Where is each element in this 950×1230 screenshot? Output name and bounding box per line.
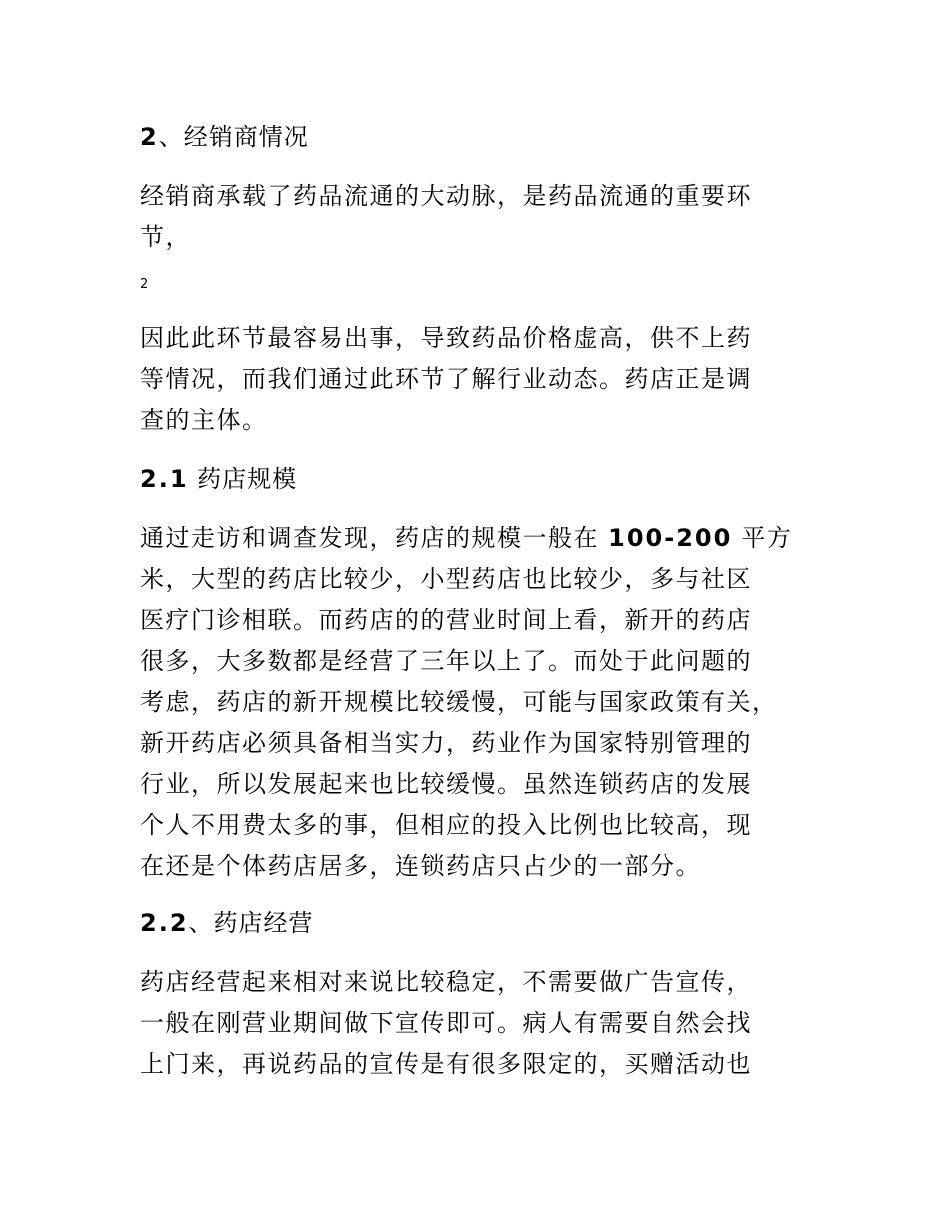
section-title: 、药店经营 [188, 909, 314, 937]
page-number: 2 [140, 277, 149, 292]
paragraph-operation: 药店经营起来相对来说比较稳定，不需要做广告宣传， 一般在刚营业期间做下宣传即可。病人有需要自然会找 上门来，再说药品的宣传是有很多限定的，买赠活动也 [140, 968, 752, 1078]
paragraph-text: 通过走访和调查发现，药店的规模一般在 [140, 524, 609, 552]
section-number: 2.1 [140, 465, 189, 493]
section-heading-scale [140, 459, 820, 500]
section-number: 2.2 [140, 909, 189, 937]
section-title: 药店规模 [188, 465, 298, 493]
section-heading-distributor [140, 117, 820, 158]
section-heading-operation [140, 903, 820, 944]
paragraph-text: 平方 米，大型的药店比较少，小型药店也比较少，多与社区 医疗门诊相联。而药店的的营业时间上看，新开的药店 很多，大多数都是经营了三年以上了。而处于此问题的 考虑，药店的新开规模比较缓慢，可能与国家政策有关， 新开药店必须具备相当实力，药业作为国家特别管理的 行业，所以发展起来也比较缓慢。虽然连锁药店的发展 个人不用费太多的事，但相应的投入比例也比较高，现 在还是个体药店居多，连锁药店只占少的一部分。 [140, 524, 793, 880]
paragraph-distributor: 经销商承载了药品流通的大动脉，是药品流通的重要环 节， [140, 182, 752, 251]
area-range: 100-200 [608, 524, 733, 552]
paragraph-scale [140, 518, 820, 887]
section-number: 2 [140, 123, 159, 151]
section-title: 、经销商情况 [158, 123, 309, 151]
paragraph-continuation: 因此此环节最容易出事，导致药品价格虚高，供不上药 等情况，而我们通过此环节了解行业动态。药店正是调 查的主体。 [140, 324, 752, 434]
